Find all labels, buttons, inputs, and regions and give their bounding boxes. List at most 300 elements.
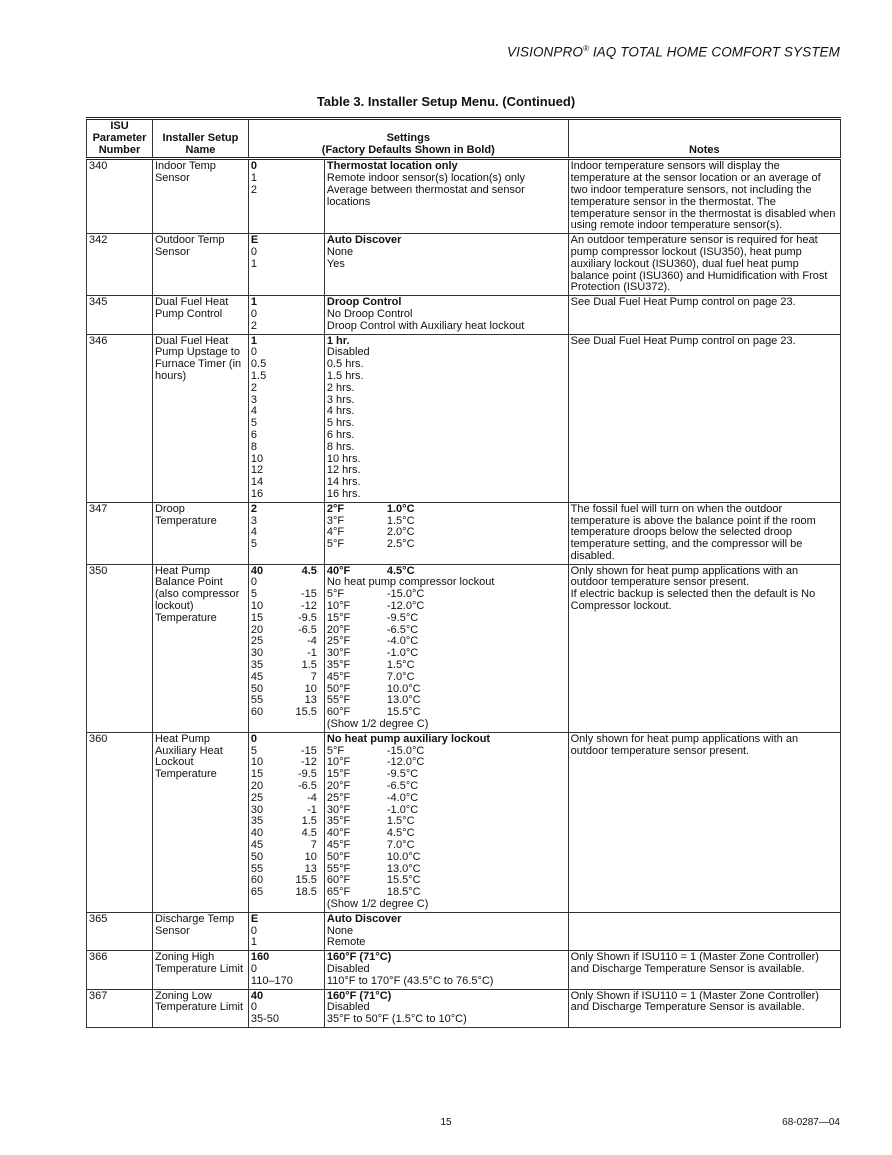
- value-celsius: -12: [301, 600, 317, 613]
- setting-fahrenheit: 2°F: [326, 502, 345, 515]
- table-row: [87, 989, 841, 1027]
- setup-name: Droop Temperature: [152, 502, 248, 564]
- value-option: 40: [250, 989, 264, 1002]
- setting-fahrenheit: 60°F: [326, 706, 351, 719]
- value-fahrenheit: 20: [250, 623, 264, 636]
- value-fahrenheit: 15: [250, 611, 264, 624]
- setting-option: [327, 734, 566, 746]
- setting-fahrenheit: (Show 1/2 degree C): [326, 898, 429, 910]
- value-celsius: -15: [301, 588, 317, 601]
- setting-fahrenheit: 45°F: [326, 839, 351, 852]
- table-row: [87, 564, 841, 732]
- setting-celsius: -9.5°C: [386, 611, 419, 624]
- setting-fahrenheit: 45°F: [326, 670, 351, 683]
- value-option: 1: [250, 334, 258, 347]
- setting-option: [327, 899, 566, 911]
- table-row: [87, 296, 841, 334]
- value-option: 5: [250, 417, 258, 430]
- value-fahrenheit: 55: [250, 862, 264, 875]
- value-fahrenheit: 30: [250, 647, 264, 660]
- setting-option: 8 hrs.: [326, 440, 355, 453]
- setting-option: Droop Control with Auxiliary heat lockout: [326, 319, 525, 332]
- notes: [568, 912, 840, 950]
- value-celsius: -4: [307, 635, 317, 648]
- setting-option: 12 hrs.: [326, 464, 361, 477]
- value-fahrenheit: 35: [250, 815, 264, 828]
- table-header-row: [87, 119, 841, 159]
- value-celsius: 10: [304, 682, 317, 695]
- value-fahrenheit: 55: [250, 694, 264, 707]
- table-row: [87, 334, 841, 502]
- setting-option: [327, 864, 566, 876]
- value-fahrenheit: 10: [250, 600, 264, 613]
- table-row: [87, 234, 841, 296]
- value-options: [248, 564, 324, 732]
- brand-name: VISIONPRO: [507, 44, 583, 60]
- setting-fahrenheit: No heat pump compressor lockout: [326, 576, 495, 589]
- value-fahrenheit: 0: [250, 576, 258, 589]
- setting-options: [324, 159, 568, 234]
- value-option: 4: [250, 405, 258, 418]
- setting-option: 35°F to 50°F (1.5°C to 10°C): [326, 1013, 467, 1026]
- col-header-notes: Notes: [568, 119, 840, 159]
- setup-name: Indoor Temp Sensor: [152, 159, 248, 234]
- value-option: [251, 613, 317, 625]
- setting-fahrenheit: 5°F: [326, 744, 345, 757]
- setting-fahrenheit: (Show 1/2 degree C): [326, 718, 429, 731]
- setting-options: [324, 234, 568, 296]
- setting-option: [327, 527, 566, 539]
- value-option: 0: [250, 307, 258, 320]
- setting-option: 10 hrs.: [326, 452, 361, 465]
- installer-setup-table: [86, 117, 841, 1028]
- setting-option: [327, 695, 566, 707]
- setting-fahrenheit: 40°F: [326, 564, 351, 577]
- setting-celsius: 13.0°C: [386, 694, 421, 707]
- value-option: [251, 707, 317, 719]
- isu-number: 347: [87, 502, 153, 564]
- setting-celsius: 4.5°C: [386, 564, 415, 577]
- setting-option: [327, 805, 566, 817]
- setting-fahrenheit: 30°F: [326, 803, 351, 816]
- col-header-settings: Settings (Factory Defaults Shown in Bold): [248, 119, 568, 159]
- value-option: 2: [250, 381, 258, 394]
- setting-option: 5 hrs.: [326, 417, 355, 430]
- value-options: [248, 234, 324, 296]
- value-fahrenheit: 15: [250, 768, 264, 781]
- setting-option: [327, 769, 566, 781]
- setting-celsius: 10.0°C: [386, 682, 421, 695]
- note-text: If electric backup is selected then the default is No Compressor lockout.: [570, 588, 816, 613]
- value-option: 3: [250, 514, 258, 527]
- value-options: [248, 502, 324, 564]
- setting-option: 110°F to 170°F (43.5°C to 76.5°C): [326, 974, 494, 987]
- value-celsius: 4.5: [301, 827, 317, 840]
- value-options: [248, 732, 324, 912]
- setting-option: 160°F (71°C): [326, 989, 392, 1002]
- setting-fahrenheit: 35°F: [326, 659, 351, 672]
- value-option: 110–170: [250, 974, 293, 987]
- note-text: Indoor temperature sensors will display the temperature at the sensor location or an average of two indoor temperature sensors, not including the temperature sensor in the thermostat. The temperature sensor in the thermostat is disabled when using remote indoor temperature sensor(s).: [570, 160, 836, 232]
- value-celsius: 15.5: [295, 706, 317, 719]
- value-fahrenheit: 60: [250, 706, 264, 719]
- value-option: 6: [250, 428, 258, 441]
- setting-option: [327, 660, 566, 672]
- value-option: 0.5: [250, 358, 267, 371]
- setting-option: 1 hr.: [326, 334, 350, 347]
- value-celsius: -4: [307, 791, 317, 804]
- isu-number: 345: [87, 296, 153, 334]
- setting-option: 3 hrs.: [326, 393, 355, 406]
- value-option: 2: [250, 502, 258, 515]
- isu-number: 366: [87, 951, 153, 989]
- setting-option: None: [326, 245, 354, 258]
- notes: [568, 989, 840, 1027]
- setting-celsius: 1.5°C: [386, 815, 415, 828]
- setting-option: [327, 648, 566, 660]
- value-option: 2: [250, 319, 258, 332]
- setting-celsius: 15.5°C: [386, 706, 421, 719]
- value-option: [251, 887, 317, 899]
- value-option: 16: [250, 487, 264, 500]
- value-celsius: -9.5: [297, 611, 317, 624]
- setting-fahrenheit: 20°F: [326, 623, 351, 636]
- setup-name: Zoning High Temperature Limit: [152, 951, 248, 989]
- value-option: 0: [250, 924, 258, 937]
- setting-fahrenheit: No heat pump auxiliary lockout: [326, 732, 491, 745]
- note-text: The fossil fuel will turn on when the outdoor temperature is above the balance point if the room temperature droops below the selected droop temperature setting, and the compressor will be disabled.: [570, 502, 816, 562]
- setting-celsius: -1.0°C: [386, 803, 419, 816]
- value-option: 14: [250, 476, 264, 489]
- setting-fahrenheit: 50°F: [326, 850, 351, 863]
- setting-option: 16 hrs.: [326, 487, 361, 500]
- setting-celsius: -4.0°C: [386, 635, 419, 648]
- setting-celsius: 1.5°C: [386, 659, 415, 672]
- isu-number: 365: [87, 912, 153, 950]
- setting-option: No Droop Control: [326, 307, 413, 320]
- setting-fahrenheit: 55°F: [326, 862, 351, 875]
- setting-options: [324, 989, 568, 1027]
- notes: [568, 159, 840, 234]
- value-option: 35-50: [250, 1013, 280, 1026]
- setting-celsius: 7.0°C: [386, 839, 415, 852]
- setting-option: Disabled: [326, 346, 370, 359]
- setting-option: 0.5 hrs.: [326, 358, 364, 371]
- value-fahrenheit: 10: [250, 756, 264, 769]
- notes: [568, 732, 840, 912]
- setup-name: Heat Pump Balance Point (also compressor lockout) Temperature: [152, 564, 248, 732]
- value-fahrenheit: 25: [250, 791, 264, 804]
- setting-fahrenheit: 5°F: [326, 538, 345, 551]
- value-celsius: -6.5: [297, 623, 317, 636]
- table-row: [87, 951, 841, 989]
- setting-option: [327, 875, 566, 887]
- setting-fahrenheit: 20°F: [326, 780, 351, 793]
- document-header: [507, 44, 840, 60]
- note-text: See Dual Fuel Heat Pump control on page 23.: [570, 334, 796, 347]
- value-fahrenheit: 45: [250, 839, 264, 852]
- setup-name: Dual Fuel Heat Pump Upstage to Furnace Timer (in hours): [152, 334, 248, 502]
- value-option: 8: [250, 440, 258, 453]
- value-celsius: -15: [301, 744, 317, 757]
- notes: [568, 334, 840, 502]
- setting-option: [327, 672, 566, 684]
- setting-option: [327, 781, 566, 793]
- setting-option: [327, 577, 566, 589]
- setting-option: 1.5 hrs.: [326, 369, 364, 382]
- note-text: Only shown for heat pump applications with an outdoor temperature sensor present.: [570, 564, 799, 589]
- setting-fahrenheit: 5°F: [326, 588, 345, 601]
- setting-celsius: 13.0°C: [386, 862, 421, 875]
- value-fahrenheit: 65: [250, 886, 264, 899]
- registered-mark: ®: [582, 44, 589, 53]
- value-option: 0: [250, 245, 258, 258]
- table-row: [87, 159, 841, 234]
- isu-number: 340: [87, 159, 153, 234]
- setting-option: 160°F (71°C): [326, 951, 392, 964]
- value-options: [248, 989, 324, 1027]
- table-row: [87, 732, 841, 912]
- setting-celsius: -15.0°C: [386, 588, 425, 601]
- notes: [568, 564, 840, 732]
- value-celsius: -12: [301, 756, 317, 769]
- value-celsius: -1: [307, 647, 317, 660]
- setting-fahrenheit: 65°F: [326, 886, 351, 899]
- value-option: [251, 852, 317, 864]
- setting-option: [327, 852, 566, 864]
- setting-celsius: 10.0°C: [386, 850, 421, 863]
- setting-fahrenheit: 15°F: [326, 768, 351, 781]
- setting-celsius: 18.5°C: [386, 886, 421, 899]
- value-option: [251, 566, 317, 578]
- setting-fahrenheit: 10°F: [326, 600, 351, 613]
- setting-option: [327, 589, 566, 601]
- value-fahrenheit: 40: [250, 564, 264, 577]
- setting-celsius: -6.5°C: [386, 780, 419, 793]
- value-celsius: 15.5: [295, 874, 317, 887]
- value-option: E: [250, 912, 259, 925]
- isu-number: 367: [87, 989, 153, 1027]
- setup-name: Discharge Temp Sensor: [152, 912, 248, 950]
- value-options: [248, 334, 324, 502]
- value-option: 160: [250, 951, 270, 964]
- setting-option: [327, 539, 566, 551]
- setting-celsius: 15.5°C: [386, 874, 421, 887]
- table-row: [87, 912, 841, 950]
- isu-number: 360: [87, 732, 153, 912]
- col-header-name: Installer Setup Name: [152, 119, 248, 159]
- value-option: E: [250, 234, 259, 247]
- value-fahrenheit: 40: [250, 827, 264, 840]
- col-header-isu: ISU Parameter Number: [87, 119, 153, 159]
- setting-fahrenheit: 25°F: [326, 791, 351, 804]
- value-option: 4: [250, 526, 258, 539]
- setting-option: [327, 601, 566, 613]
- note-text: See Dual Fuel Heat Pump control on page 23.: [570, 296, 796, 309]
- note-text: An outdoor temperature sensor is required for heat pump compressor lockout (ISU350), heat pump auxiliary lockout (ISU360), dual fuel heat pump balance point (ISU360) and Humidification with Frost Protection (ISU372).: [570, 234, 828, 294]
- setting-celsius: 1.5°C: [386, 514, 415, 527]
- value-option: [251, 672, 317, 684]
- notes: [568, 234, 840, 296]
- setting-option: Yes: [326, 257, 345, 270]
- setup-name: Heat Pump Auxiliary Heat Lockout Temperature: [152, 732, 248, 912]
- setting-option: Disabled: [326, 1001, 370, 1014]
- value-option: 2: [250, 183, 258, 196]
- value-option: 3: [250, 393, 258, 406]
- setting-option: Droop Control: [326, 296, 402, 309]
- note-text: Only Shown if ISU110 = 1 (Master Zone Controller) and Discharge Temperature Sensor is available.: [570, 989, 819, 1014]
- setting-option: Remote indoor sensor(s) location(s) only: [326, 172, 525, 185]
- setting-celsius: 2.0°C: [386, 526, 415, 539]
- setting-option: [327, 816, 566, 828]
- setting-options: [324, 502, 568, 564]
- header-rest: IAQ TOTAL HOME COMFORT SYSTEM: [588, 44, 840, 60]
- value-celsius: 7: [310, 839, 317, 852]
- setting-option: [327, 504, 566, 516]
- notes: [568, 296, 840, 334]
- setting-options: [324, 951, 568, 989]
- setting-celsius: -12.0°C: [386, 756, 425, 769]
- value-options: [248, 296, 324, 334]
- setting-option: 2 hrs.: [326, 381, 355, 394]
- setting-fahrenheit: 50°F: [326, 682, 351, 695]
- setup-name: Outdoor Temp Sensor: [152, 234, 248, 296]
- setting-fahrenheit: 55°F: [326, 694, 351, 707]
- setting-option: Average between thermostat and sensor locations: [326, 183, 525, 208]
- page-number: 15: [440, 1117, 452, 1128]
- setup-name: Zoning Low Temperature Limit: [152, 989, 248, 1027]
- setting-option: [327, 684, 566, 696]
- value-fahrenheit: 0: [250, 732, 258, 745]
- value-fahrenheit: 60: [250, 874, 264, 887]
- setting-fahrenheit: 10°F: [326, 756, 351, 769]
- value-option: 12: [250, 464, 264, 477]
- document-number: 68-0287—04: [782, 1117, 840, 1128]
- setting-option: [327, 840, 566, 852]
- value-celsius: 1.5: [301, 815, 317, 828]
- setting-option: 6 hrs.: [326, 428, 355, 441]
- isu-number: 350: [87, 564, 153, 732]
- notes: [568, 951, 840, 989]
- setting-option: Remote: [326, 936, 366, 949]
- value-celsius: 13: [304, 862, 317, 875]
- setting-option: [327, 613, 566, 625]
- value-option: 1: [250, 172, 258, 185]
- value-fahrenheit: 25: [250, 635, 264, 648]
- value-celsius: -9.5: [297, 768, 317, 781]
- setting-option: [327, 746, 566, 758]
- value-fahrenheit: 50: [250, 850, 264, 863]
- setting-option: [327, 516, 566, 528]
- notes: [568, 502, 840, 564]
- setting-option: [327, 828, 566, 840]
- value-option: 1: [250, 936, 258, 949]
- value-celsius: 4.5: [301, 564, 317, 577]
- setup-name: Dual Fuel Heat Pump Control: [152, 296, 248, 334]
- setting-fahrenheit: 15°F: [326, 611, 351, 624]
- value-fahrenheit: 5: [250, 744, 258, 757]
- setting-option: Auto Discover: [326, 234, 402, 247]
- setting-option: Disabled: [326, 962, 370, 975]
- setting-option: None: [326, 924, 354, 937]
- note-text: Only Shown if ISU110 = 1 (Master Zone Controller) and Discharge Temperature Sensor is available.: [570, 951, 819, 975]
- setting-celsius: -12.0°C: [386, 600, 425, 613]
- setting-options: [324, 564, 568, 732]
- value-option: 1.5: [250, 369, 267, 382]
- setting-options: [324, 296, 568, 334]
- setting-celsius: 4.5°C: [386, 827, 415, 840]
- setting-fahrenheit: 35°F: [326, 815, 351, 828]
- value-option: 1: [250, 257, 258, 270]
- value-option: 0: [250, 962, 258, 975]
- value-options: [248, 951, 324, 989]
- value-options: [248, 912, 324, 950]
- setting-option: 14 hrs.: [326, 476, 361, 489]
- setting-fahrenheit: 25°F: [326, 635, 351, 648]
- setting-fahrenheit: 4°F: [326, 526, 345, 539]
- setting-celsius: -6.5°C: [386, 623, 419, 636]
- value-option: 0: [250, 1001, 258, 1014]
- table-title: Table 3. Installer Setup Menu. (Continued): [316, 94, 576, 109]
- setting-option: [327, 793, 566, 805]
- setting-fahrenheit: 30°F: [326, 647, 351, 660]
- setting-options: [324, 732, 568, 912]
- value-option: 5: [250, 538, 258, 551]
- value-fahrenheit: 35: [250, 659, 264, 672]
- isu-number: 342: [87, 234, 153, 296]
- setting-celsius: -1.0°C: [386, 647, 419, 660]
- value-celsius: 10: [304, 850, 317, 863]
- setting-celsius: -15.0°C: [386, 744, 425, 757]
- setting-options: [324, 334, 568, 502]
- value-celsius: 13: [304, 694, 317, 707]
- setting-option: [327, 625, 566, 637]
- setting-fahrenheit: 60°F: [326, 874, 351, 887]
- setting-option: Auto Discover: [326, 912, 402, 925]
- setting-celsius: -4.0°C: [386, 791, 419, 804]
- setting-option: [327, 636, 566, 648]
- value-options: [248, 159, 324, 234]
- value-option: 1: [250, 296, 258, 309]
- value-option: 0: [250, 346, 258, 359]
- value-option: [251, 793, 317, 805]
- value-option: [251, 734, 317, 746]
- setting-option: [327, 719, 566, 731]
- setting-celsius: 1.0°C: [386, 502, 415, 515]
- value-celsius: 1.5: [301, 659, 317, 672]
- setting-celsius: 2.5°C: [386, 538, 415, 551]
- setting-celsius: 7.0°C: [386, 670, 415, 683]
- value-option: 0: [250, 160, 258, 173]
- value-celsius: -6.5: [297, 780, 317, 793]
- isu-number: 346: [87, 334, 153, 502]
- value-fahrenheit: 50: [250, 682, 264, 695]
- value-celsius: -1: [307, 803, 317, 816]
- table-body: [87, 159, 841, 1028]
- setting-celsius: -9.5°C: [386, 768, 419, 781]
- setting-option: Thermostat location only: [326, 160, 458, 173]
- setting-option: 4 hrs.: [326, 405, 355, 418]
- value-fahrenheit: 20: [250, 780, 264, 793]
- table-row: [87, 502, 841, 564]
- value-fahrenheit: 30: [250, 803, 264, 816]
- setting-fahrenheit: 40°F: [326, 827, 351, 840]
- note-text: Only shown for heat pump applications with an outdoor temperature sensor present.: [570, 732, 799, 757]
- setting-fahrenheit: 3°F: [326, 514, 345, 527]
- value-celsius: 7: [310, 670, 317, 683]
- value-option: 10: [250, 452, 264, 465]
- value-fahrenheit: 45: [250, 670, 264, 683]
